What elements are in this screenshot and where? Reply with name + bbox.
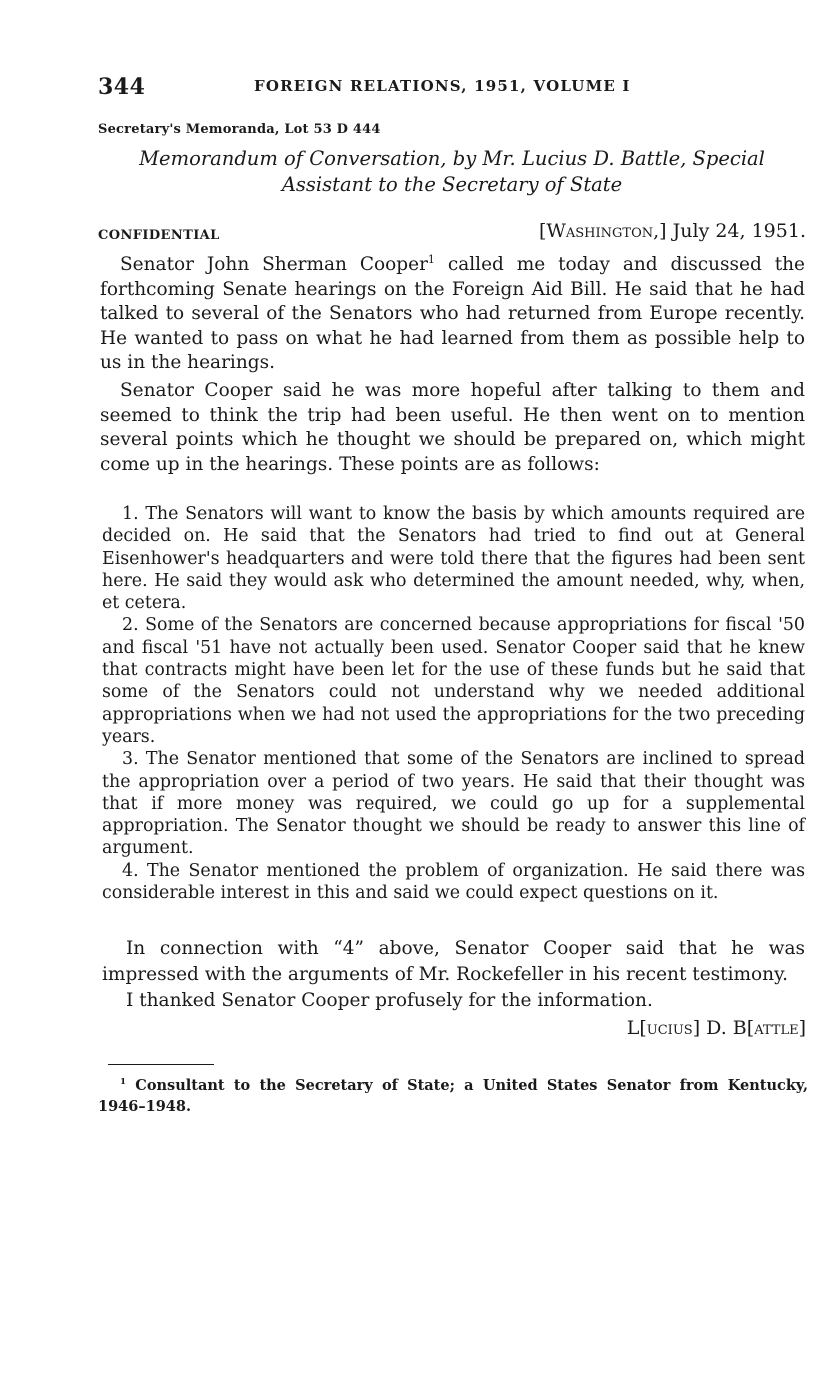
point-3: 3. The Senator mentioned that some of the Senators are inclined to spread the appropriation over a period of two years. He said that their thought was that if more money was required, we could go up for a supplemental appropriation. The Senator thought we should be ready to answer this line of argument.: [102, 749, 805, 859]
footnote-marker: 1: [120, 1077, 127, 1088]
point-1: 1. The Senators will want to know the basis by which amounts required are decided on. He said that the Senators had tried to find out at General Eisenhower's headquarters and were told there that the figures had been sent here. He said they would ask who determined the amount needed, why, when, et cetera.: [102, 504, 805, 614]
running-title: FOREIGN RELATIONS, 1951, VOLUME I: [254, 77, 631, 95]
point-4: 4. The Senator mentioned the problem of organization. He said there was considerable interest in this and said we could expect questions on it.: [102, 860, 805, 904]
place-bracket-open: [: [538, 220, 547, 242]
classification-label: CONFIDENTIAL: [98, 228, 220, 243]
page-number: 344: [98, 74, 146, 100]
running-head: [98, 74, 806, 102]
points-list: [102, 503, 805, 904]
place: Washington,: [546, 220, 660, 242]
signature-bracket: [: [746, 1017, 755, 1039]
place-date: [539, 220, 806, 242]
signature-bracket: ]: [692, 1017, 701, 1039]
point-2: 2. Some of the Senators are concerned because appropriations for fiscal '50 and fiscal '51 have not actually been used. Senator Cooper said that he knew that contracts might have been let for the use of these funds but he said that some of the Senators could not understand why we needed additional appropriations when we had not used the appropriations for the two preceding years.: [102, 615, 805, 747]
signature-middle: D.: [700, 1017, 733, 1039]
date: July 24, 1951.: [666, 220, 806, 242]
footnote-1: [98, 1075, 808, 1117]
signature-initial-l: L: [626, 1017, 640, 1039]
footnote-reference: 1: [427, 252, 435, 266]
document-title: [98, 146, 806, 198]
paragraph-1-start: Senator John Sherman Cooper: [120, 254, 428, 275]
footnote: [98, 1075, 808, 1117]
document-title-line-1: Memorandum of Conversation, by Mr. Lucius D. Battle, Special: [139, 147, 765, 170]
signature: [627, 1017, 806, 1039]
closing-paragraph-1: In connection with “4” above, Senator Cooper said that he was impressed with the arguments of Mr. Rockefeller in his recent testimony.: [102, 938, 805, 985]
signature-initial-b: B: [732, 1017, 747, 1039]
place-bracket-close: ]: [659, 220, 667, 242]
signature-bracket: [: [639, 1017, 647, 1039]
footnote-text: Consultant to the Secretary of State; a United States Senator from Kentucky, 1946–1948.: [98, 1077, 808, 1115]
paragraph-1: [100, 253, 805, 376]
footnote-divider: [108, 1064, 214, 1065]
paragraph-1-rest: called me today and discussed the forthcoming Senate hearings on the Foreign Aid Bill. He said that he had talked to several of the Senators who had returned from Europe recently. He wanted to pass on what he had learned from them as possible help to us in the hearings.: [100, 254, 805, 374]
document-title-line-2: Assistant to the Secretary of State: [281, 173, 623, 196]
signature-ucius: ucius: [646, 1017, 693, 1039]
paragraph-2: Senator Cooper said he was more hopeful after talking to them and seemed to think the trip had been useful. He then went on to mention several points which he thought we should be prepared on, which might come up in the hearings. These points are as follows:: [100, 379, 805, 475]
source-note: Secretary's Memoranda, Lot 53 D 444: [98, 122, 381, 137]
closing-paragraphs: [102, 936, 805, 1014]
memo-body: [100, 253, 805, 477]
closing-paragraph-2: I thanked Senator Cooper profusely for the information.: [126, 990, 653, 1011]
signature-attle: attle: [754, 1017, 799, 1039]
signature-bracket: ]: [798, 1017, 806, 1039]
